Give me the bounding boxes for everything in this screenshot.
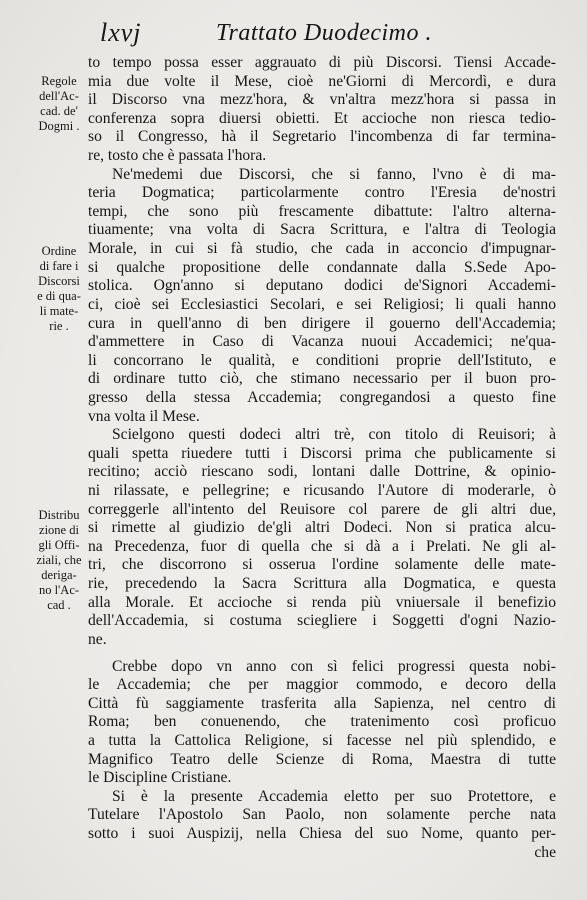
margin-note-line: Distribu <box>38 508 80 522</box>
text-line: Scielgono questi dodeci altri trè, con titolo di Reuisori; à <box>112 426 556 444</box>
text-line: so il Congresso, hà il Segretario l'incombenza di far termina- <box>88 128 556 146</box>
margin-note-ordine <box>26 244 92 334</box>
margin-note-regole <box>26 74 92 134</box>
text-line: na Precedenza, fuor di quella che si dà a i Prelati. Ne gli al- <box>88 537 556 555</box>
text-line: conferenza sopra diuersi obietti. Et accioche non riesca tedio- <box>88 109 556 127</box>
margin-note-line: gli Offi- <box>38 538 80 552</box>
text-line: Città fù saggiamente trasferita alla Sapienza, nel centro di <box>88 694 556 712</box>
text-line: quali spetta riuedere tutti i Discorsi prima che publicamente si <box>88 444 556 462</box>
catchword: che <box>534 843 556 861</box>
text-line: Si è la presente Accademia eletto per suo Protettore, e <box>112 787 556 805</box>
text-line: re, tosto che è passata l'hora. <box>88 147 267 165</box>
text-line: Morale, in cui si fà studio, che cada in acconcio d'impugnar- <box>88 240 556 258</box>
text-line: dell'Accademia, si costuma scieglierе i Soggetti d'ogni Nazio- <box>88 612 556 630</box>
text-line: tri, che discorrono si osserua l'ordine solamente delle mate- <box>88 556 556 574</box>
text-line: gresso della stessa Accademia; congregandosi a questo fine <box>88 388 556 406</box>
margin-note-line: cad. de' <box>40 104 78 118</box>
margin-note-line: Dogmi . <box>38 119 80 133</box>
text-line: sotto i suoi Auspizij, nella Chiesa del suo Nome, quanto per- <box>88 824 556 842</box>
page-number: lxvj <box>100 18 142 47</box>
body-text <box>88 54 556 862</box>
text-line: ne. <box>88 630 107 648</box>
text-line: mia due volte il Mese, cioè ne'Giorni di Mercordì, e dura <box>88 72 556 90</box>
text-line: Magnifico Teatro delle Scienze di Roma, Maestra di tutte <box>88 750 556 768</box>
margin-note-line: Ordine <box>41 244 77 258</box>
margin-note-line: ziali, che <box>36 553 82 567</box>
text-line: rie, precedendo la Sacra Scrittura alla Dogmatica, e questa <box>88 575 556 593</box>
text-line: stolica. Ogn'anno si deputano dodici de'Signori Accademi- <box>88 277 556 295</box>
text-line: Tutelare l'Apostolo San Paolo, non solamente perche nata <box>88 806 556 824</box>
margin-note-line: li mate- <box>39 304 79 318</box>
text-line: tempi, che sono più frescamente dibattute: l'altro alterna- <box>88 202 556 220</box>
text-line: si rimette al giudizio de'gli altri Dodeci. Non si pratica alcu- <box>88 519 556 537</box>
text-line: recitino; acciò riescano sodi, lontani dalle Dottrine, & opinio- <box>88 463 556 481</box>
margin-note-line: Regole <box>41 74 77 88</box>
margin-note-line: e di qua- <box>37 289 81 303</box>
text-line: alla Morale. Et accioche si renda più vniuersale il benefizio <box>88 593 556 611</box>
margin-note-line: rie . <box>49 319 69 333</box>
text-line: Ne'medemi due Discorsi, che si fanno, l'vno è di ma- <box>112 165 556 183</box>
text-line: d'ammettere in Caso di Vacanza nuoui Accademici; ne'qua- <box>88 333 556 351</box>
text-line: di ordinare tutto ciò, che stimano necessario per il buon pro- <box>88 370 556 388</box>
page-header <box>100 18 560 52</box>
text-line: le Discipline Cristiane. <box>88 769 232 787</box>
margin-note-distribuzione <box>26 508 92 613</box>
text-line: a tutta la Cattolica Religione, si facesse nel più splendido, e <box>88 731 556 749</box>
running-title: Trattato Duodecimo . <box>216 20 433 46</box>
margin-note-line: dell'Ac- <box>39 89 79 103</box>
margin-note-line: no l'Ac- <box>38 583 80 597</box>
margin-note-line: di fare i <box>39 259 79 273</box>
text-line: ni rilassate, e pellegrine; e ricusando l'Autore di moderarle, ò <box>88 482 556 500</box>
margin-note-line: deriga- <box>41 568 77 582</box>
text-line: li concorrano le qualità, e conditioni proprie dell'Istituto, e <box>88 351 556 369</box>
text-line: ci, cioè sei Ecclesiastici Secolari, e sei Religiosi; li quali hanno <box>88 295 556 313</box>
text-line: cura in quell'anno di ben dirigere il gouerno dell'Accademia; <box>88 314 556 332</box>
text-line: Crebbe dopo vn anno con sì felici progressi questa nobi- <box>112 657 556 675</box>
margin-note-line: Discorsi <box>38 274 80 288</box>
text-line: vna volta il Mese. <box>88 407 200 425</box>
text-line: correggerle all'intento del Reuisore col parere de gli altri due, <box>88 500 556 518</box>
margin-note-line: cad . <box>47 598 71 612</box>
text-line: Roma; ben conuenendo, che tratenimento così proficuo <box>88 713 556 731</box>
text-line: to tempo possa esser aggrauato di più Discorsi. Tiensi Accade- <box>88 54 556 71</box>
text-line: le Accademia; che per maggior commodo, e decoro della <box>88 676 556 694</box>
text-line: tiuamente; vna volta di Sacra Scrittura, e l'altra di Teologia <box>88 221 556 239</box>
text-line: il Discorso vna mezz'hora, & vn'altra mezz'hora si passa in <box>88 91 556 109</box>
text-line: si qualche propositione delle condannate dalla S.Sede Apo- <box>88 258 556 276</box>
margin-note-line: zione di <box>39 523 79 537</box>
text-line: teria Dogmatica; particolarmente contro l'Eresia de'nostri <box>88 184 556 202</box>
